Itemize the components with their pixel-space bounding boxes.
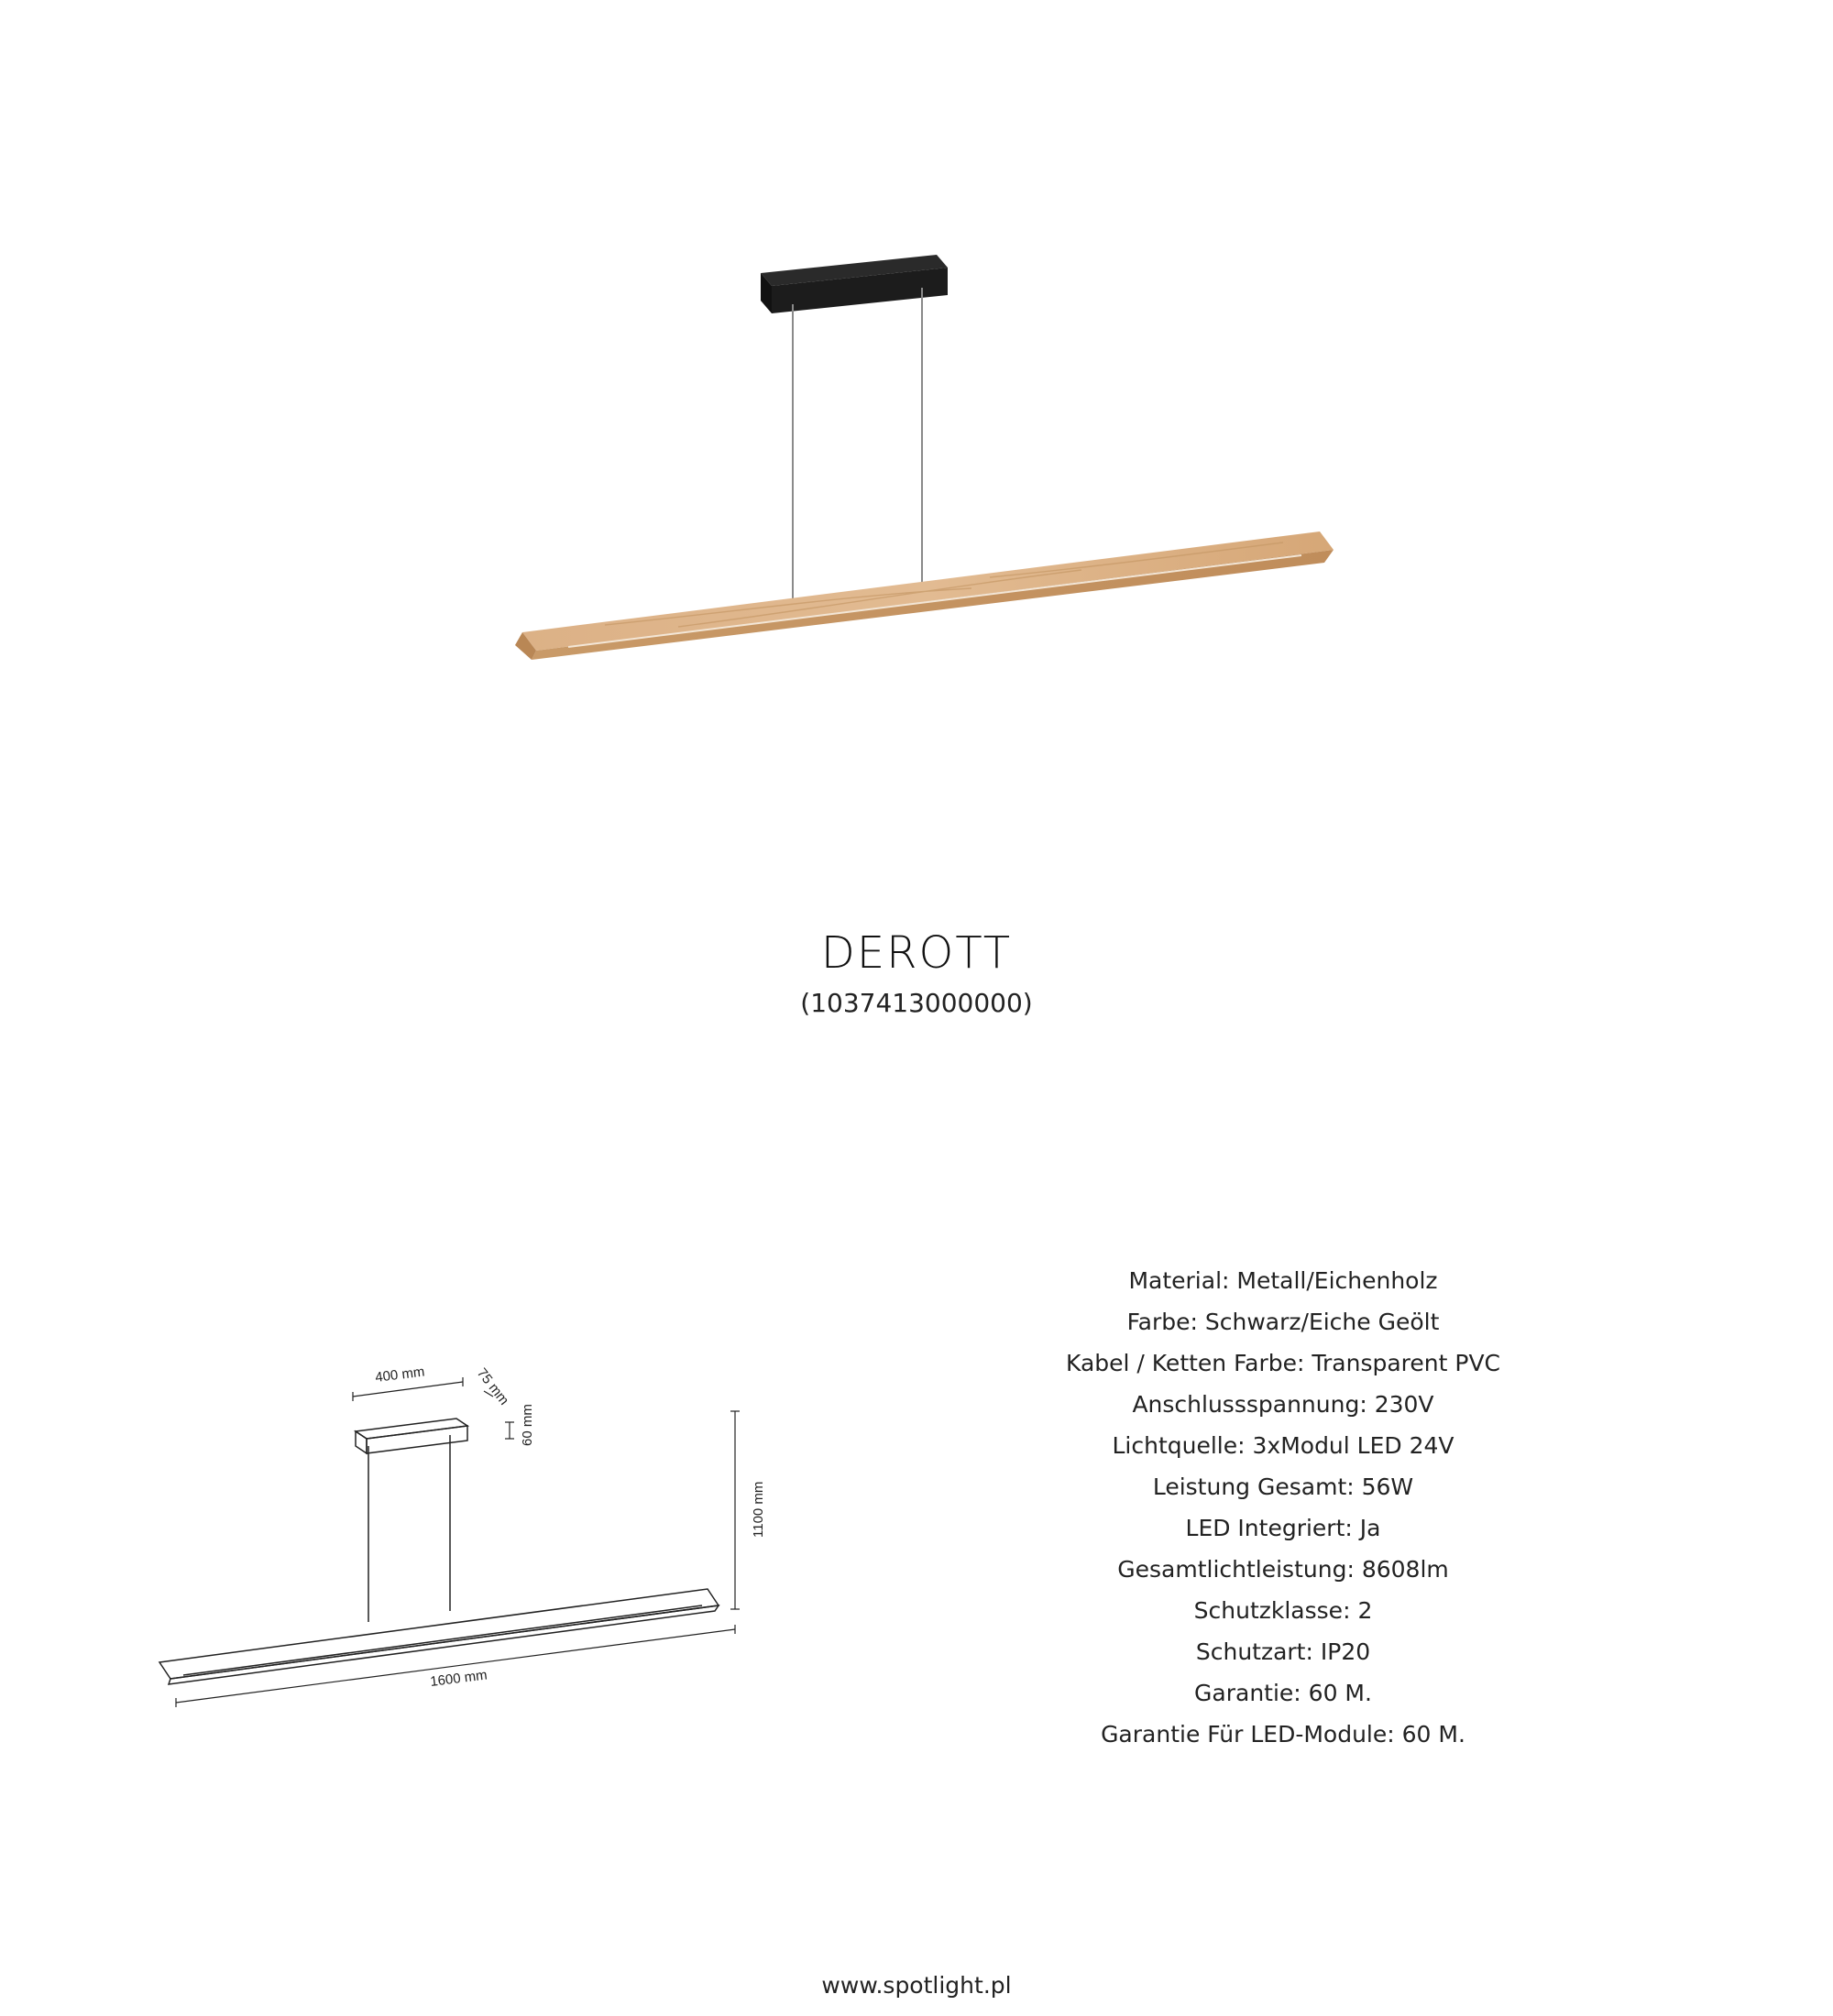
- length-label: 1600 mm: [429, 1667, 488, 1690]
- canopy-height-label: 60 mm: [520, 1404, 535, 1446]
- spec-material: Material: Metall/Eichenholz: [1128, 1267, 1438, 1294]
- ceiling-canopy: [761, 255, 948, 313]
- spec-list: [1017, 1260, 1549, 1755]
- suspension-cables: [793, 288, 922, 600]
- spec-led-warranty: Garantie Für LED-Module: 60 M.: [1101, 1721, 1465, 1748]
- dimension-drawing: [147, 1320, 766, 1704]
- length-dimension: [176, 1625, 735, 1707]
- spec-cable-color: Kabel / Ketten Farbe: Transparent PVC: [1066, 1350, 1500, 1376]
- suspension-height-dimension: [730, 1411, 740, 1609]
- canopy-width-label: 400 mm: [374, 1364, 426, 1386]
- spec-warranty: Garantie: 60 M.: [1194, 1680, 1372, 1706]
- drawing-luminaire-bar: [159, 1589, 719, 1684]
- canopy-depth-label: 75 mm: [473, 1364, 512, 1408]
- product-photo: [495, 247, 1347, 669]
- spec-ip-rating: Schutzart: IP20: [1195, 1638, 1371, 1665]
- drawing-cables: [368, 1435, 450, 1622]
- spec-light-source: Lichtquelle: 3xModul LED 24V: [1112, 1432, 1454, 1459]
- wooden-luminaire-bar: [515, 531, 1334, 660]
- canopy-height-dimension: [505, 1422, 514, 1439]
- spec-voltage: Anschlussspannung: 230V: [1132, 1391, 1434, 1418]
- suspension-height-label: 1100 mm: [751, 1481, 766, 1538]
- spec-led-integrated: LED Integriert: Ja: [1185, 1515, 1381, 1541]
- title-block: [0, 921, 1833, 1022]
- spec-power: Leistung Gesamt: 56W: [1152, 1474, 1414, 1500]
- spec-protection-class: Schutzklasse: 2: [1193, 1597, 1373, 1624]
- spec-color: Farbe: Schwarz/Eiche Geölt: [1126, 1309, 1440, 1335]
- product-code: (1037413000000): [800, 988, 1033, 1018]
- product-name: DEROTT: [820, 927, 1013, 979]
- spec-luminous-flux: Gesamtlichtleistung: 8608lm: [1117, 1556, 1449, 1583]
- footer-url: www.spotlight.pl: [821, 1972, 1012, 1999]
